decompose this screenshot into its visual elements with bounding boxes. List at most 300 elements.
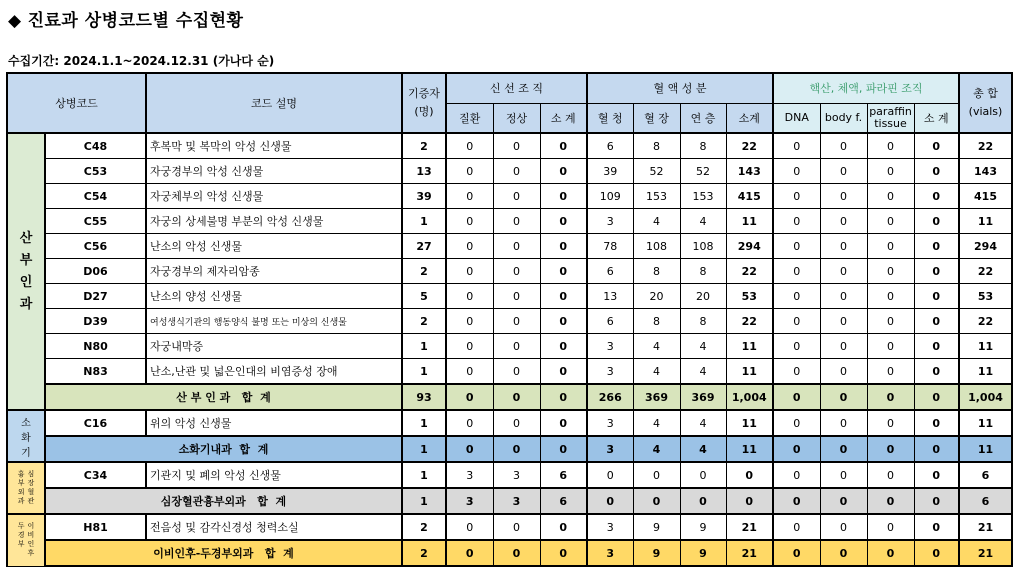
value-cell: 0 [773,462,820,488]
value-cell: 8 [680,309,726,334]
value-cell: 0 [820,133,867,159]
value-cell: 0 [773,159,820,184]
value-cell: 0 [493,234,540,259]
code-description: 자궁체부의 악성 신생물 [146,184,402,209]
subtotal-value: 6 [540,488,587,514]
subtotal-value: 0 [493,540,540,566]
value-cell: 0 [540,359,587,385]
value-cell: 0 [493,359,540,385]
subtotal-value: 0 [493,436,540,462]
department-name-1: 흉 부 외 과 [17,470,25,505]
subtotal-value: 6 [959,488,1012,514]
subtotal-value: 3 [446,488,493,514]
disease-code: N83 [45,359,146,385]
value-cell: 78 [587,234,633,259]
value-cell: 0 [726,462,773,488]
value-cell: 0 [820,234,867,259]
subtotal-value: 0 [773,384,820,410]
disease-code: C55 [45,209,146,234]
subtotal-label: 심장혈관흉부외과 합 계 [45,488,402,514]
value-cell: 4 [633,410,680,436]
value-cell: 3 [493,462,540,488]
subtotal-value: 0 [773,436,820,462]
value-cell: 109 [587,184,633,209]
value-cell: 4 [680,359,726,385]
table-row [7,309,1012,334]
value-cell: 0 [867,462,914,488]
value-cell: 0 [867,159,914,184]
value-cell: 11 [726,359,773,385]
value-cell: 0 [914,133,959,159]
value-cell: 0 [867,234,914,259]
disease-code: D39 [45,309,146,334]
subtotal-value: 0 [493,384,540,410]
value-cell: 0 [867,410,914,436]
header-fresh: 신 선 조 직 [446,73,587,103]
subtotal-value: 0 [773,488,820,514]
value-cell: 8 [633,309,680,334]
value-cell: 153 [633,184,680,209]
value-cell: 0 [820,184,867,209]
code-description: 자궁경부의 악성 신생물 [146,159,402,184]
value-cell: 0 [493,309,540,334]
value-cell: 39 [402,184,446,209]
value-cell: 0 [820,309,867,334]
header-buffy: 연 층 [680,103,726,133]
value-cell: 415 [959,184,1012,209]
header-total: 총 합 (vials) [959,73,1012,133]
value-cell: 2 [402,514,446,540]
code-description: 난소의 악성 신생물 [146,234,402,259]
value-cell: 22 [959,259,1012,284]
value-cell: 294 [726,234,773,259]
value-cell: 3 [587,359,633,385]
value-cell: 3 [587,514,633,540]
value-cell: 0 [820,359,867,385]
value-cell: 0 [914,462,959,488]
value-cell: 0 [446,184,493,209]
value-cell: 20 [680,284,726,309]
value-cell: 153 [680,184,726,209]
value-cell: 0 [540,334,587,359]
value-cell: 13 [402,159,446,184]
value-cell: 0 [540,234,587,259]
value-cell: 8 [680,259,726,284]
subtotal-row [7,540,1012,566]
value-cell: 0 [493,334,540,359]
value-cell: 11 [726,209,773,234]
value-cell: 0 [493,209,540,234]
disease-code: H81 [45,514,146,540]
value-cell: 5 [402,284,446,309]
value-cell: 4 [633,359,680,385]
header-donors: 기증자 (명) [402,73,446,133]
value-cell: 6 [587,259,633,284]
value-cell: 53 [959,284,1012,309]
value-cell: 0 [493,259,540,284]
subtotal-value: 9 [680,540,726,566]
value-cell: 1 [402,359,446,385]
value-cell: 0 [587,462,633,488]
value-cell: 0 [540,309,587,334]
value-cell: 0 [867,514,914,540]
value-cell: 52 [633,159,680,184]
table-body [7,133,1012,566]
value-cell: 9 [633,514,680,540]
subtotal-value: 0 [914,488,959,514]
value-cell: 0 [914,234,959,259]
subtotal-value: 1 [402,436,446,462]
value-cell: 0 [493,410,540,436]
disease-code: C16 [45,410,146,436]
value-cell: 0 [446,359,493,385]
value-cell: 0 [446,234,493,259]
value-cell: 22 [959,133,1012,159]
value-cell: 0 [446,410,493,436]
subtotal-value: 0 [914,384,959,410]
subtotal-value: 11 [959,436,1012,462]
subtotal-label: 소화기내과 합 계 [45,436,402,462]
value-cell: 21 [959,514,1012,540]
value-cell: 0 [540,514,587,540]
value-cell: 0 [820,514,867,540]
table-row [7,259,1012,284]
value-cell: 0 [867,284,914,309]
subtotal-value: 0 [446,436,493,462]
value-cell: 108 [680,234,726,259]
header-desc: 코드 설명 [146,73,402,133]
value-cell: 8 [680,133,726,159]
value-cell: 52 [680,159,726,184]
subtotal-value: 0 [914,540,959,566]
department-name-1: 두 경 부 [17,522,25,549]
value-cell: 11 [726,410,773,436]
code-description: 위의 악성 신생물 [146,410,402,436]
value-cell: 0 [867,359,914,385]
collection-period: 수집기간: 2024.1.1~2024.12.31 (가나다 순) [8,54,275,68]
value-cell: 0 [446,514,493,540]
disease-code: C54 [45,184,146,209]
disease-code: C48 [45,133,146,159]
subtotal-value: 369 [680,384,726,410]
header-blood-subtotal: 소계 [726,103,773,133]
header-fresh-disease: 질환 [446,103,493,133]
subtotal-value: 0 [587,488,633,514]
subtotal-value: 0 [540,384,587,410]
subtotal-value: 4 [680,436,726,462]
subtotal-value: 21 [726,540,773,566]
department-label [7,462,45,514]
value-cell: 0 [773,410,820,436]
value-cell: 0 [680,462,726,488]
value-cell: 108 [633,234,680,259]
value-cell: 22 [959,309,1012,334]
value-cell: 0 [493,184,540,209]
value-cell: 0 [446,259,493,284]
code-description: 난소의 양성 신생물 [146,284,402,309]
value-cell: 0 [773,359,820,385]
department-name-2: 이 비 인 후 [27,522,35,558]
value-cell: 143 [726,159,773,184]
value-cell: 8 [633,259,680,284]
subtotal-value: 9 [633,540,680,566]
value-cell: 4 [633,209,680,234]
value-cell: 0 [446,159,493,184]
value-cell: 0 [633,462,680,488]
table-row [7,133,1012,159]
disease-code: C34 [45,462,146,488]
header-body-fluid: body f. [820,103,867,133]
header-nucleic-subtotal: 소 계 [914,103,959,133]
code-description: 자궁의 상세불명 부분의 악성 신생물 [146,209,402,234]
value-cell: 11 [959,410,1012,436]
subtotal-value: 93 [402,384,446,410]
table-row [7,209,1012,234]
value-cell: 2 [402,259,446,284]
subtotal-value: 0 [446,384,493,410]
value-cell: 1 [402,462,446,488]
value-cell: 0 [540,209,587,234]
value-cell: 0 [446,133,493,159]
subtotal-value: 0 [726,488,773,514]
value-cell: 0 [540,159,587,184]
value-cell: 0 [820,334,867,359]
table-row [7,234,1012,259]
value-cell: 0 [773,209,820,234]
value-cell: 0 [540,259,587,284]
subtotal-value: 0 [867,540,914,566]
value-cell: 27 [402,234,446,259]
value-cell: 6 [587,309,633,334]
code-description: 자궁내막증 [146,334,402,359]
value-cell: 0 [867,184,914,209]
subtotal-value: 1 [402,488,446,514]
code-description: 여성생식기관의 행동양식 불명 또는 미상의 신생물 [146,309,402,334]
value-cell: 53 [726,284,773,309]
code-description: 난소,난관 및 넓은인대의 비염증성 장애 [146,359,402,385]
value-cell: 0 [773,334,820,359]
value-cell: 1 [402,334,446,359]
value-cell: 9 [680,514,726,540]
header-plasma: 혈 장 [633,103,680,133]
value-cell: 20 [633,284,680,309]
value-cell: 39 [587,159,633,184]
subtotal-value: 0 [540,540,587,566]
header-fresh-normal: 정상 [493,103,540,133]
code-description: 기관지 및 폐의 악성 신생물 [146,462,402,488]
disease-code: N80 [45,334,146,359]
header-paraffin: paraffin tissue [867,103,914,133]
value-cell: 0 [446,209,493,234]
value-cell: 21 [726,514,773,540]
subtotal-value: 1,004 [726,384,773,410]
value-cell: 11 [959,209,1012,234]
table-row [7,514,1012,540]
subtotal-value: 266 [587,384,633,410]
subtotal-label: 산 부 인 과 합 계 [45,384,402,410]
value-cell: 0 [820,284,867,309]
value-cell: 0 [820,462,867,488]
value-cell: 1 [402,410,446,436]
value-cell: 0 [446,309,493,334]
subtotal-row [7,384,1012,410]
subtotal-value: 369 [633,384,680,410]
disease-code: C56 [45,234,146,259]
value-cell: 0 [820,410,867,436]
table-row [7,410,1012,436]
value-cell: 6 [540,462,587,488]
value-cell: 0 [914,259,959,284]
title-text: 진료과 상병코드별 수집현황 [27,11,244,31]
value-cell: 0 [773,514,820,540]
department-label-wrap [8,470,44,506]
value-cell: 0 [914,309,959,334]
department-label: 소 화 기 [7,410,45,462]
header-nucleic: 핵산, 체액, 파라핀 조직 [773,73,959,103]
value-cell: 0 [914,184,959,209]
subtotal-value: 0 [680,488,726,514]
value-cell: 0 [867,259,914,284]
code-description: 전음성 및 감각신경성 청력소실 [146,514,402,540]
value-cell: 0 [914,359,959,385]
value-cell: 0 [820,209,867,234]
header-dna: DNA [773,103,820,133]
value-cell: 0 [914,514,959,540]
value-cell: 0 [867,209,914,234]
table-row [7,184,1012,209]
value-cell: 0 [820,259,867,284]
subtotal-value: 0 [820,436,867,462]
subtotal-value: 0 [867,488,914,514]
disease-code: D06 [45,259,146,284]
value-cell: 0 [914,209,959,234]
value-cell: 143 [959,159,1012,184]
value-cell: 0 [914,334,959,359]
department-name-2: 심 장 혈 관 [27,470,35,505]
value-cell: 6 [587,133,633,159]
table-row [7,334,1012,359]
subtotal-value: 21 [959,540,1012,566]
table-row [7,462,1012,488]
value-cell: 0 [446,284,493,309]
header-fresh-subtotal: 소 계 [540,103,587,133]
subtotal-value: 0 [773,540,820,566]
subtotal-value: 11 [726,436,773,462]
value-cell: 0 [773,259,820,284]
value-cell: 11 [959,359,1012,385]
value-cell: 0 [914,159,959,184]
value-cell: 4 [633,334,680,359]
value-cell: 0 [914,410,959,436]
subtotal-value: 0 [540,436,587,462]
value-cell: 0 [773,284,820,309]
value-cell: 0 [820,159,867,184]
header-serum: 혈 청 [587,103,633,133]
value-cell: 0 [773,133,820,159]
value-cell: 0 [446,334,493,359]
subtotal-row [7,488,1012,514]
value-cell: 0 [493,133,540,159]
value-cell: 13 [587,284,633,309]
value-cell: 4 [680,410,726,436]
value-cell: 3 [587,209,633,234]
subtotal-value: 2 [402,540,446,566]
value-cell: 294 [959,234,1012,259]
subtotal-value: 3 [493,488,540,514]
code-description: 후복막 및 복막의 악성 신생물 [146,133,402,159]
value-cell: 3 [587,410,633,436]
value-cell: 0 [493,159,540,184]
subtotal-value: 0 [446,540,493,566]
value-cell: 4 [680,334,726,359]
subtotal-value: 0 [914,436,959,462]
value-cell: 2 [402,133,446,159]
value-cell: 3 [587,334,633,359]
subtotal-value: 1,004 [959,384,1012,410]
value-cell: 2 [402,309,446,334]
value-cell: 0 [540,184,587,209]
value-cell: 0 [540,284,587,309]
value-cell: 6 [959,462,1012,488]
value-cell: 0 [773,234,820,259]
subtotal-label: 이비인후-두경부외과 합 계 [45,540,402,566]
value-cell: 0 [493,284,540,309]
value-cell: 11 [726,334,773,359]
header-code: 상병코드 [7,73,146,133]
subtotal-value: 0 [820,540,867,566]
disease-code: C53 [45,159,146,184]
subtotal-row [7,436,1012,462]
value-cell: 22 [726,309,773,334]
table-row [7,284,1012,309]
value-cell: 11 [959,334,1012,359]
value-cell: 0 [540,410,587,436]
subtotal-value: 3 [587,436,633,462]
table-row [7,359,1012,385]
code-description: 자궁경부의 제자리암종 [146,259,402,284]
value-cell: 0 [914,284,959,309]
disease-code: D27 [45,284,146,309]
value-cell: 3 [446,462,493,488]
value-cell: 22 [726,133,773,159]
value-cell: 0 [867,334,914,359]
diamond-icon: ◆ [8,11,22,31]
subtotal-value: 0 [820,488,867,514]
subtotal-value: 0 [820,384,867,410]
subtotal-value: 4 [633,436,680,462]
department-label-wrap [8,522,44,558]
table-row [7,159,1012,184]
page-title [8,6,243,31]
subtotal-value: 0 [867,384,914,410]
value-cell: 0 [493,514,540,540]
value-cell: 0 [773,309,820,334]
value-cell: 0 [867,133,914,159]
value-cell: 415 [726,184,773,209]
value-cell: 0 [773,184,820,209]
collection-table [6,72,1013,567]
department-label [7,514,45,566]
header-blood: 혈 액 성 분 [587,73,773,103]
value-cell: 0 [867,309,914,334]
subtotal-value: 3 [587,540,633,566]
subtotal-value: 0 [633,488,680,514]
value-cell: 22 [726,259,773,284]
subtotal-value: 0 [867,436,914,462]
value-cell: 8 [633,133,680,159]
value-cell: 0 [540,133,587,159]
department-label: 산 부 인 과 [7,133,45,410]
